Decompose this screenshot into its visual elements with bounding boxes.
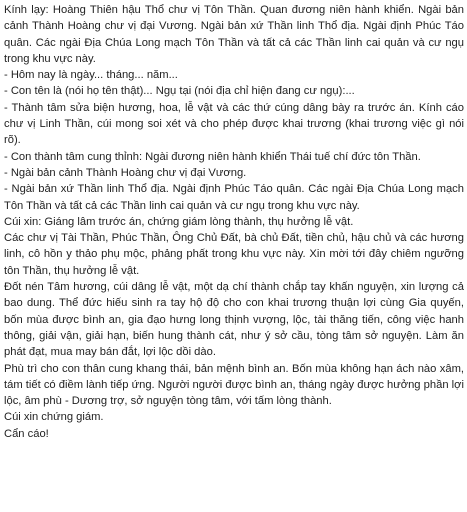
paragraph-wishes: Đốt nén Tâm hương, cúi dâng lễ vật, một dạ chí thành chắp tay khấn nguyện, xin lượng cả bao dung. Thể đức hiếu sinh ra tay hộ độ cho con khai trương thuận lợi cùng Gia quyến, bốn mùa được bình an, gia đạo hưng long thịnh vượng, lộc, tài thăng tiến, công việc hanh thông, giải vận, giải hạn, biến hung thành cát, như ý sở cầu, tòng tâm sở nguyện. Làm ăn phát đạt, mua may bán đắt, lợi lộc dồi dào. bbox=[4, 281, 464, 359]
paragraph-invite-thanh-hoang: - Ngài bản cảnh Thành Hoàng chư vị đại Vương. bbox=[4, 166, 247, 179]
paragraph-request-presence: Cúi xin: Giáng lâm trước án, chứng giám lòng thành, thụ hưởng lễ vật. bbox=[4, 215, 354, 228]
paragraph-closing: Cẩn cáo! bbox=[4, 427, 49, 440]
paragraph-invite-thai-tue: - Con thành tâm cung thỉnh: Ngài đương niên hành khiển Thái tuế chí đức tôn Thần. bbox=[4, 150, 421, 163]
paragraph-invocation: Kính lạy: Hoàng Thiên hậu Thổ chư vị Tôn Thần. Quan đương niên hành khiển. Ngài bản cảnh Thành Hoàng chư vị đại Vương. Ngài bản xứ Thần linh Thổ địa. Ngài định Phúc Táo quân. Các ngài Địa Chúa Long mạch Tôn Thần và tất cả các Thần linh cai quản và cư ngụ trong khu vực này. bbox=[4, 4, 464, 65]
paragraph-invite-tho-dia: - Ngài bản xứ Thần linh Thổ địa. Ngài định Phúc Táo quân. Các ngài Địa Chúa Long mạch Tôn Thần và tất cả các Thần linh cai quản và cư ngụ trong khu vực này. bbox=[4, 183, 464, 212]
paragraph-blessings: Phù trì cho con thân cung khang thái, bản mệnh bình an. Bốn mùa không hạn ách nào xâm, tám tiết có điềm lành tiếp ứng. Người người được bình an, tháng ngày được hưởng phần lợi lộc, âm phù - Dương trợ, sở nguyện tòng tâm, với tấm lòng thành. bbox=[4, 362, 464, 408]
paragraph-witness: Cúi xin chứng giám. bbox=[4, 411, 104, 424]
paragraph-invite-spirits: Các chư vị Tài Thần, Phúc Thần, Ông Chủ Đất, bà chủ Đất, tiền chủ, hậu chủ và các hương linh, cô hồn y thảo phụ mộc, phảng phất trong khu vực này. Xin mời tới đây chiêm ngưỡng tôn Thần, thụ hưởng lễ vật. bbox=[4, 232, 464, 277]
paragraph-offerings: - Thành tâm sửa biện hương, hoa, lễ vật và các thứ cúng dâng bày ra trước án. Kính cáo chư vị Linh Thần, cúi mong soi xét và cho phép được khai trương (khai trương việc gì nói rõ). bbox=[4, 101, 464, 147]
paragraph-name-address: - Con tên là (nói họ tên thật)... Ngụ tại (nói địa chỉ hiện đang cư ngụ):... bbox=[4, 85, 355, 98]
paragraph-date: - Hôm nay là ngày... tháng... năm... bbox=[4, 69, 178, 82]
